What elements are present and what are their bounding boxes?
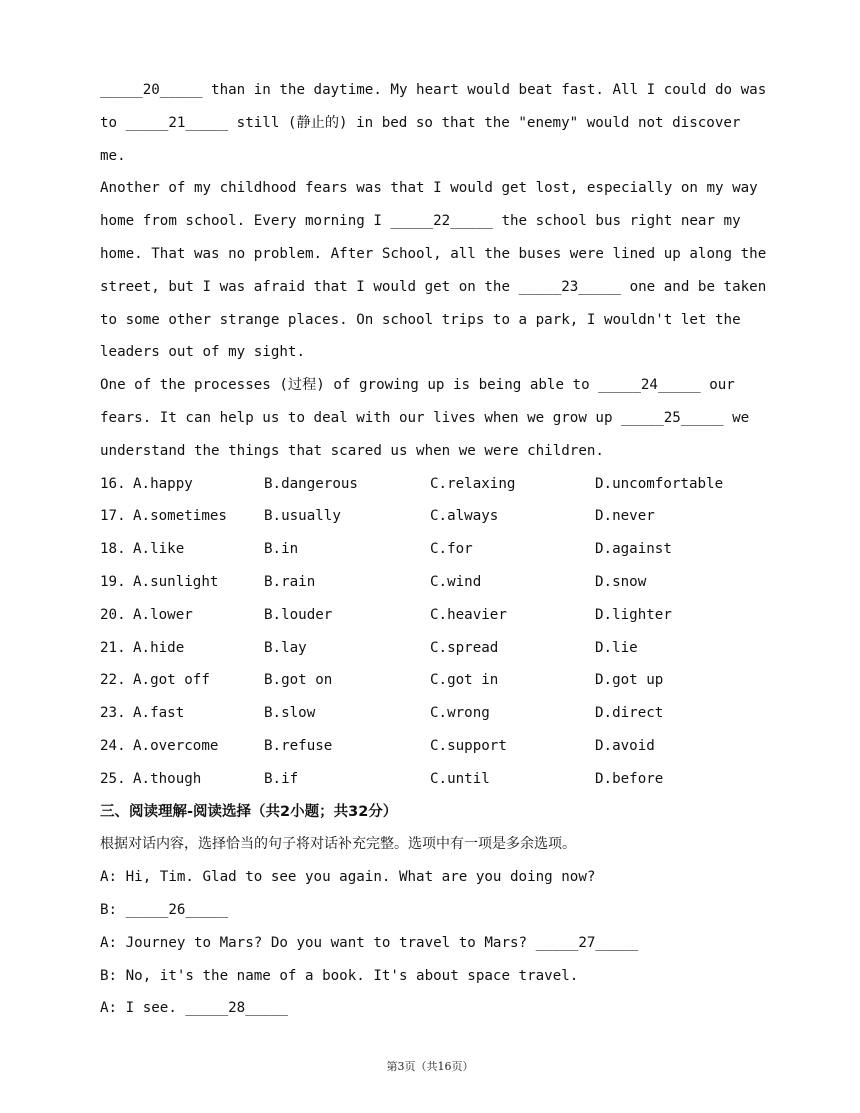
option-c: C.always — [430, 508, 499, 525]
option-a: A.though — [133, 770, 202, 787]
option-c: C.until — [430, 770, 490, 787]
option-d: D.snow — [595, 573, 647, 590]
option-a: A.fast — [133, 705, 185, 722]
option-c: C.relaxing — [430, 475, 516, 492]
question-row — [100, 468, 770, 501]
option-d: D.lighter — [595, 606, 672, 623]
option-c: C.wrong — [430, 705, 490, 722]
passage-line: _____20_____ than in the daytime. My heart would beat fast. All I could do was — [100, 82, 767, 98]
question-row — [100, 763, 770, 796]
passage-line: me. — [100, 147, 126, 164]
option-b: B.usually — [264, 508, 341, 525]
dialogue-line: A: Journey to Mars? Do you want to travel to Mars? _____27_____ — [100, 934, 639, 951]
option-a: A.happy — [133, 475, 193, 492]
option-b: B.if — [264, 770, 299, 787]
question-number: 22. — [100, 672, 126, 689]
option-d: D.avoid — [595, 737, 655, 754]
option-d: D.before — [595, 770, 664, 787]
option-c: C.got in — [430, 672, 499, 689]
option-c: C.wind — [430, 573, 482, 590]
option-d: D.direct — [595, 705, 664, 722]
passage-line: to _____21_____ still (静止的) in bed so that the "enemy" would not discover — [100, 114, 741, 131]
question-row — [100, 632, 770, 665]
option-b: B.dangerous — [264, 475, 358, 492]
option-d: D.never — [595, 508, 655, 525]
question-number: 21. — [100, 639, 126, 656]
option-b: B.in — [264, 541, 299, 558]
question-number: 19. — [100, 573, 126, 590]
question-row — [100, 599, 770, 632]
passage-line: One of the processes (过程) of growing up is being able to _____24_____ our — [100, 377, 735, 394]
passage-line: leaders out of my sight. — [100, 344, 305, 361]
option-c: C.for — [430, 541, 473, 558]
option-b: B.lay — [264, 639, 307, 656]
dialogue-line: B: _____26_____ — [100, 901, 229, 918]
option-b: B.rain — [264, 573, 316, 590]
option-d: D.lie — [595, 639, 638, 656]
option-a: A.sometimes — [133, 508, 227, 525]
document-page — [100, 74, 770, 1025]
dialogue-line: A: Hi, Tim. Glad to see you again. What are you doing now? — [100, 869, 596, 886]
question-number: 24. — [100, 737, 126, 754]
passage-line: to some other strange places. On school trips to a park, I wouldn't let the — [100, 311, 741, 328]
option-a: A.lower — [133, 606, 193, 623]
option-a: A.got off — [133, 672, 210, 689]
passage — [100, 74, 770, 468]
passage-line: fears. It can help us to deal with our lives when we grow up _____25_____ we — [100, 409, 750, 426]
option-a: A.like — [133, 541, 185, 558]
section-instruction: 根据对话内容，选择恰当的句子将对话补充完整。选项中有一项是多余选项。 — [100, 836, 576, 853]
question-number: 25. — [100, 770, 126, 787]
question-row — [100, 500, 770, 533]
option-c: C.heavier — [430, 606, 507, 623]
page-footer: 第3页（共16页） — [386, 1060, 474, 1073]
question-row — [100, 730, 770, 763]
passage-line: home. That was no problem. After School, all the buses were lined up along the — [100, 245, 767, 262]
passage-line: Another of my childhood fears was that I would get lost, especially on my way — [100, 180, 758, 197]
option-b: B.louder — [264, 606, 333, 623]
passage-line: street, but I was afraid that I would get on the _____23_____ one and be taken — [100, 278, 767, 295]
question-row — [100, 697, 770, 730]
option-d: D.uncomfortable — [595, 475, 724, 492]
option-d: D.against — [595, 541, 672, 558]
question-row — [100, 566, 770, 599]
option-c: C.support — [430, 737, 507, 754]
question-number: 18. — [100, 541, 126, 558]
option-d: D.got up — [595, 672, 664, 689]
option-a: A.overcome — [133, 737, 219, 754]
question-number: 16. — [100, 475, 126, 492]
dialogue-line: A: I see. _____28_____ — [100, 1000, 288, 1017]
option-c: C.spread — [430, 639, 499, 656]
section-heading: 三、阅读理解-阅读选择（共2小题；共32分） — [100, 803, 398, 820]
dialogue-line: B: No, it's the name of a book. It's about space travel. — [100, 967, 579, 984]
option-a: A.sunlight — [133, 573, 219, 590]
question-number: 17. — [100, 508, 126, 525]
passage-line: home from school. Every morning I _____22_____ the school bus right near my — [100, 213, 741, 230]
question-number: 20. — [100, 606, 126, 623]
question-number: 23. — [100, 705, 126, 722]
question-row — [100, 533, 770, 566]
question-options-list — [100, 468, 770, 796]
option-b: B.got on — [264, 672, 333, 689]
option-a: A.hide — [133, 639, 185, 656]
passage-line: understand the things that scared us when we were children. — [100, 442, 604, 459]
question-row — [100, 664, 770, 697]
option-b: B.refuse — [264, 737, 333, 754]
option-b: B.slow — [264, 705, 316, 722]
dialogue — [100, 861, 770, 1025]
